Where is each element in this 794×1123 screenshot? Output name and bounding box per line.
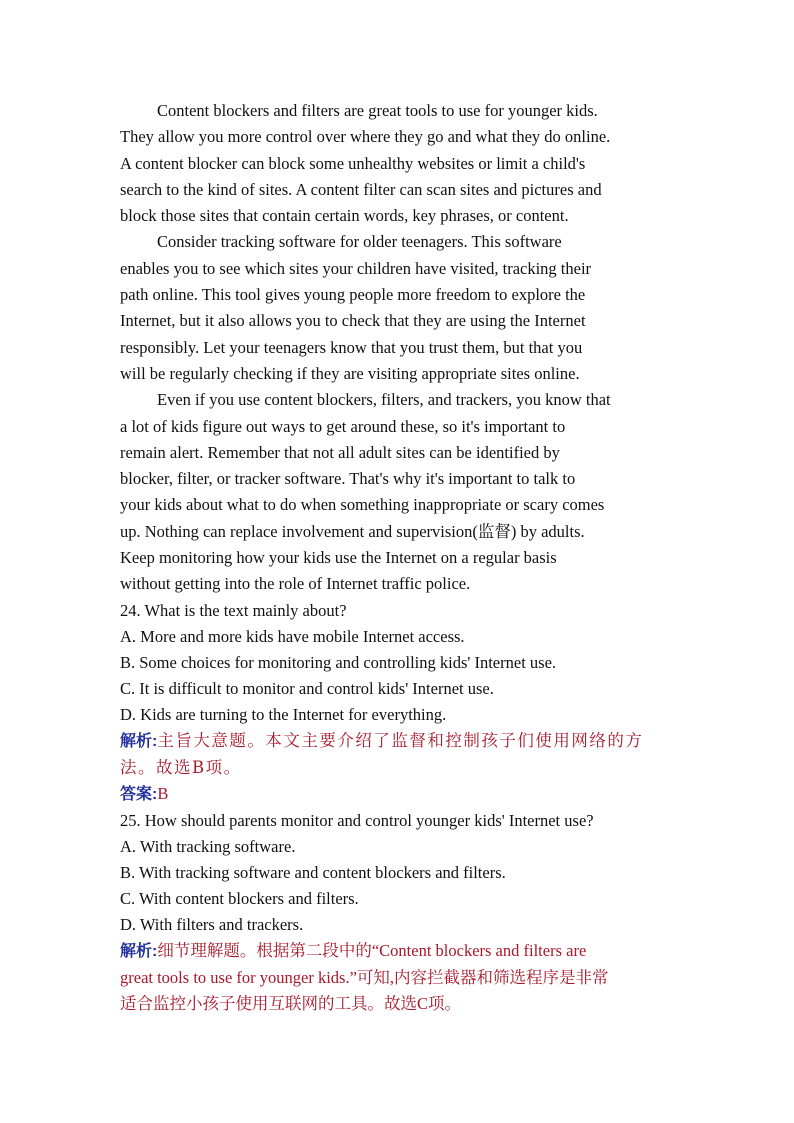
passage-paragraph-2 [120, 229, 680, 387]
option-c: C. With content blockers and filters. [120, 888, 359, 908]
question-25: 25. How should parents monitor and control younger kids' Internet use? [120, 810, 594, 830]
option-d: D. Kids are turning to the Internet for everything. [120, 704, 447, 724]
option-a: A. More and more kids have mobile Internet access. [120, 626, 465, 646]
passage-paragraph-3 [120, 387, 680, 597]
answer-24 [120, 781, 680, 808]
text-line: They allow you more control over where they go and what they do online. [120, 127, 611, 147]
passage-paragraph-1 [120, 98, 680, 229]
answer-value: B [157, 783, 169, 803]
explanation-label: 解析: [120, 942, 158, 960]
explanation-text: 法。故选B项。 [120, 757, 242, 777]
option-a: A. With tracking software. [120, 836, 296, 856]
explanation-text: 主旨大意题。本文主要介绍了监督和控制孩子们使用网络的方 [157, 730, 644, 750]
explanation-label: 解析: [120, 732, 158, 750]
question-24: 24. What is the text mainly about? [120, 600, 347, 620]
text-line: will be regularly checking if they are visiting appropriate sites online. [120, 363, 580, 383]
text-line: a lot of kids figure out ways to get around these, so it's important to [120, 416, 566, 436]
explanation-25 [120, 938, 680, 1017]
text-line: Content blockers and filters are great tools to use for younger kids. [157, 101, 598, 120]
explanation-text: 适合监控小孩子使用互联网的工具。故选C项。 [120, 993, 462, 1013]
option-d: D. With filters and trackers. [120, 914, 304, 934]
text-line: responsibly. Let your teenagers know that you trust them, but that you [120, 337, 583, 357]
text-line: your kids about what to do when something inappropriate or scary comes [120, 495, 605, 515]
text-line: remain alert. Remember that not all adult sites can be identified by [120, 442, 560, 462]
text-line: block those sites that contain certain words, key phrases, or content. [120, 206, 569, 226]
answer-label: 答案: [120, 785, 158, 803]
explanation-text: 细节理解题。根据第二段中的“Content blockers and filters are [157, 940, 587, 960]
option-b: B. With tracking software and content blockers and filters. [120, 862, 506, 882]
text-line: path online. This tool gives young people more freedom to explore the [120, 285, 586, 305]
option-b: B. Some choices for monitoring and controlling kids' Internet use. [120, 652, 557, 672]
text-line: up. Nothing can replace involvement and supervision(监督) by adults. [120, 521, 585, 541]
explanation-24 [120, 728, 680, 781]
text-line: Consider tracking software for older teenagers. This software [157, 232, 562, 252]
text-line: Even if you use content blockers, filters, and trackers, you know that [157, 390, 611, 410]
option-c: C. It is difficult to monitor and control kids' Internet use. [120, 678, 494, 698]
document-page [120, 98, 680, 1017]
text-line: Internet, but it also allows you to check that they are using the Internet [120, 311, 586, 331]
text-line: enables you to see which sites your children have visited, tracking their [120, 258, 592, 278]
text-line: Keep monitoring how your kids use the Internet on a regular basis [120, 548, 557, 568]
text-line: without getting into the role of Internet traffic police. [120, 574, 471, 594]
text-line: blocker, filter, or tracker software. That's why it's important to talk to [120, 469, 576, 489]
text-line: A content blocker can block some unhealthy websites or limit a child's [120, 153, 586, 173]
explanation-text: great tools to use for younger kids.”可知,内容拦截器和筛选程序是非常 [120, 967, 609, 987]
text-line: search to the kind of sites. A content filter can scan sites and pictures and [120, 179, 602, 199]
